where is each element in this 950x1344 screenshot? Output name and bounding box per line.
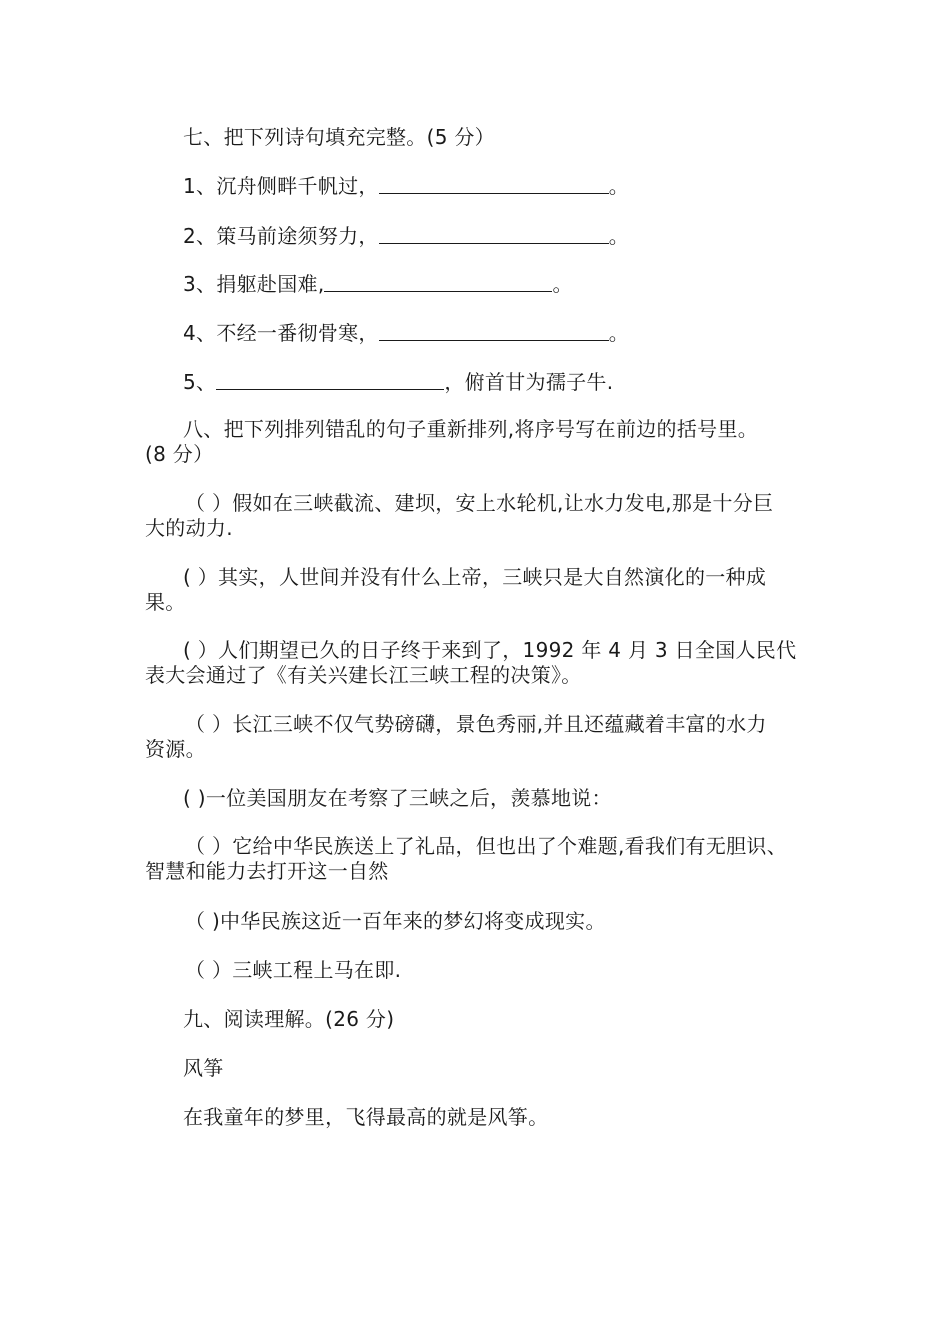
sentence-7: （ )中华民族这近一百年来的梦幻将变成现实。 <box>185 909 606 933</box>
answer-blank-1[interactable] <box>379 173 609 194</box>
sentence-2-line1: ( ）其实，人世间并没有什么上帝，三峡只是大自然演化的一种成 <box>183 565 767 589</box>
sentence-6-line1: （ ）它给中华民族送上了礼品，但也出了个难题,看我们有无胆识、 <box>185 834 788 858</box>
poem-item-3-after: 。 <box>552 272 573 296</box>
answer-blank-4[interactable] <box>379 320 609 341</box>
poem-item-1 <box>183 173 629 199</box>
sentence-1-line1: （ ）假如在三峡截流、建坝，安上水轮机,让水力发电,那是十分巨 <box>185 491 774 515</box>
sentence-4-line2: 资源。 <box>145 737 206 761</box>
sentence-1-line2: 大的动力. <box>145 516 233 540</box>
poem-item-4-after: 。 <box>608 321 630 345</box>
section-8-title-line1: 八、把下列排列错乱的句子重新排列,将序号写在前边的括号里。 <box>183 417 759 441</box>
poem-item-4-before: 4、不经一番彻骨寒， <box>183 321 379 345</box>
sentence-3 <box>145 638 815 688</box>
sentence-3-line1: ( ）人们期望已久的日子终于来到了，1992 年 4 月 3 日全国人民代 <box>183 638 797 662</box>
section-9-title: 九、阅读理解。(26 分) <box>183 1007 395 1031</box>
poem-item-5-before: 5、 <box>183 370 217 394</box>
answer-blank-2[interactable] <box>379 223 609 244</box>
sentence-4-line1: （ ）长江三峡不仅气势磅礴，景色秀丽,并且还蕴藏着丰富的水力 <box>185 712 767 736</box>
answer-blank-5[interactable] <box>216 369 444 390</box>
sentence-2 <box>145 565 815 615</box>
passage-first-sentence: 在我童年的梦里，飞得最高的就是风筝。 <box>183 1105 549 1129</box>
poem-item-4 <box>183 320 629 346</box>
poem-item-2-after: 。 <box>608 224 630 248</box>
sentence-6-line2: 智慧和能力去打开这一自然 <box>145 859 389 883</box>
poem-item-1-after: 。 <box>608 174 630 198</box>
answer-blank-3[interactable] <box>324 271 552 292</box>
poem-item-2 <box>183 223 629 249</box>
section-8-title-line2: (8 分） <box>145 442 214 466</box>
sentence-3-line2: 表大会通过了《有关兴建长江三峡工程的决策》。 <box>145 663 582 687</box>
poem-item-1-before: 1、沉舟侧畔千帆过， <box>183 174 379 198</box>
sentence-6 <box>145 834 815 884</box>
poem-item-2-before: 2、策马前途须努力， <box>183 224 379 248</box>
sentence-4 <box>145 712 815 762</box>
sentence-1 <box>145 491 815 541</box>
sentence-8: （ ）三峡工程上马在即. <box>185 958 402 982</box>
passage-title: 风筝 <box>183 1056 224 1080</box>
sentence-2-line2: 果。 <box>145 590 186 614</box>
poem-item-3-before: 3、捐躯赴国难, <box>183 272 325 296</box>
poem-item-3 <box>183 271 573 297</box>
section-8-title <box>145 417 815 467</box>
section-7-title: 七、把下列诗句填充完整。(5 分） <box>183 125 495 149</box>
poem-item-5 <box>183 369 613 395</box>
poem-item-5-after: ，俯首甘为孺子牛. <box>444 370 614 394</box>
sentence-5: ( )一位美国朋友在考察了三峡之后，羡慕地说： <box>183 786 612 810</box>
